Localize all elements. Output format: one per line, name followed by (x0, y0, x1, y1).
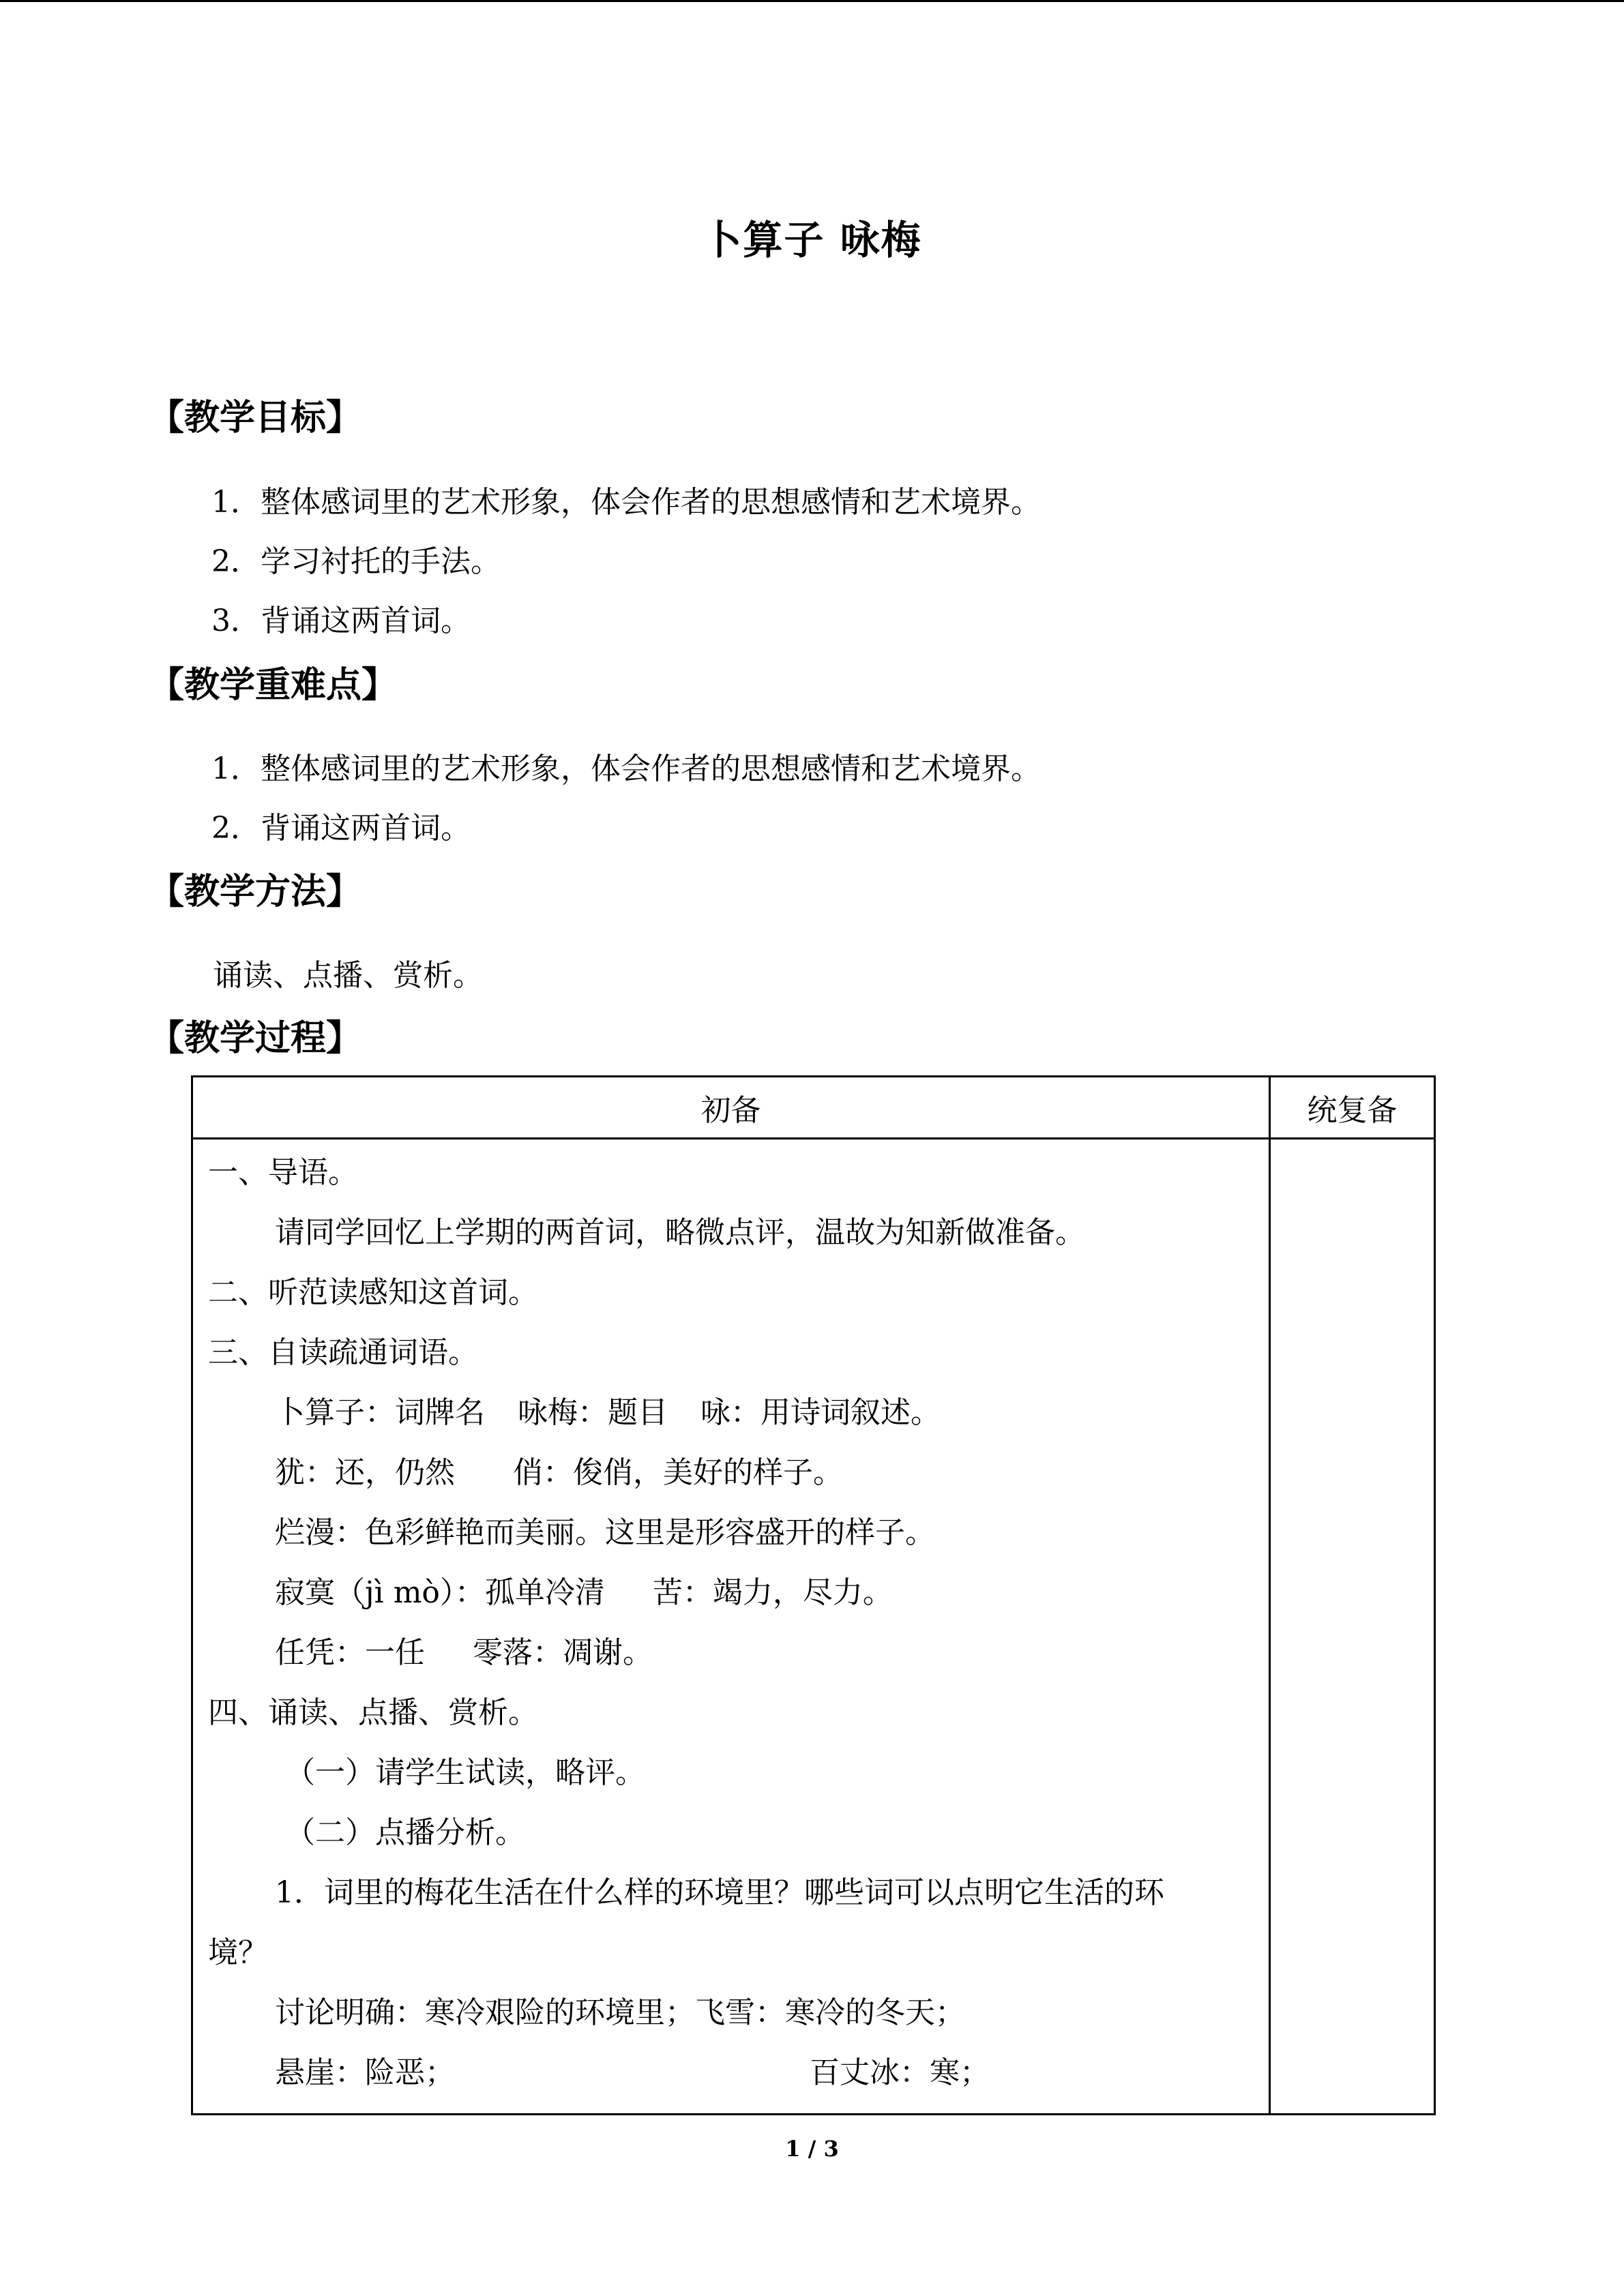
process-line-vocab (193, 1633, 1269, 1693)
vocab-term: 任凭：一任 (275, 1635, 425, 1670)
process-line: 请同学回忆上学期的两首词，略微点评，温故为知新做准备。 (275, 1215, 1085, 1250)
process-line: 二、听范读感知这首词。 (208, 1275, 538, 1310)
methods-text: 诵读、点播、赏析。 (213, 958, 483, 993)
objective-item-3: 3．背诵这两首词。 (211, 603, 471, 638)
process-line-vocab (193, 1393, 1269, 1453)
process-line: （二）点播分析。 (285, 1815, 525, 1850)
process-line: 一、导语。 (208, 1155, 358, 1190)
vocab-term: 俏：俊俏，美好的样子。 (513, 1455, 843, 1490)
objectives-heading: 【教学目标】 (149, 398, 362, 438)
key-points-heading: 【教学重难点】 (149, 665, 398, 706)
process-line: 四、诵读、点播、赏析。 (208, 1695, 538, 1730)
vocab-term: 卜算子：词牌名 (275, 1395, 485, 1430)
column-header-initial: 初备 (192, 1077, 1270, 1139)
process-line: 境？ (208, 1935, 268, 1970)
page-indicator: 1 / 3 (785, 2136, 839, 2162)
vocab-term: 零落：凋谢。 (473, 1635, 653, 1670)
process-line: 1．词里的梅花生活在什么样的环境里？哪些词可以点明它生活的环 (275, 1875, 1164, 1910)
vocab-term: 寂寞（jì mò）：孤单冷清 (275, 1575, 605, 1610)
document-title: 卜算子 咏梅 (702, 217, 922, 263)
top-border-line (0, 0, 1624, 2)
vocab-term: 犹：还，仍然 (275, 1455, 455, 1490)
process-line: 讨论明确：寒冷艰险的环境里；飞雪：寒冷的冬天； (275, 1995, 965, 2030)
vocab-term: 苦：竭力，尽力。 (652, 1575, 893, 1610)
vocab-term: 咏：用诗词叙述。 (700, 1395, 941, 1430)
methods-heading: 【教学方法】 (149, 871, 362, 912)
process-line-vocab (193, 2053, 1269, 2113)
key-point-item-2: 2．背诵这两首词。 (211, 811, 471, 846)
process-heading: 【教学过程】 (149, 1018, 362, 1059)
process-line-vocab (193, 1453, 1269, 1513)
vocab-term: 悬崖：险恶； (275, 2055, 455, 2090)
process-table (191, 1075, 1436, 2115)
process-line: 三、自读疏通词语。 (208, 1335, 478, 1370)
column-header-review: 统复备 (1270, 1077, 1435, 1139)
objective-item-1: 1．整体感词里的艺术形象，体会作者的思想感情和艺术境界。 (211, 485, 1041, 520)
initial-prep-cell (192, 1139, 1270, 2115)
process-line: （一）请学生试读，略评。 (285, 1755, 645, 1790)
vocab-term: 咏梅：题目 (518, 1395, 668, 1430)
review-prep-cell (1270, 1139, 1435, 2115)
process-line-vocab (193, 1573, 1269, 1633)
objective-item-2: 2．学习衬托的手法。 (211, 544, 501, 579)
vocab-term: 百丈冰：寒； (810, 2055, 990, 2090)
process-line: 烂漫：色彩鲜艳而美丽。这里是形容盛开的样子。 (275, 1515, 935, 1550)
key-point-item-1: 1．整体感词里的艺术形象，体会作者的思想感情和艺术境界。 (211, 751, 1041, 786)
